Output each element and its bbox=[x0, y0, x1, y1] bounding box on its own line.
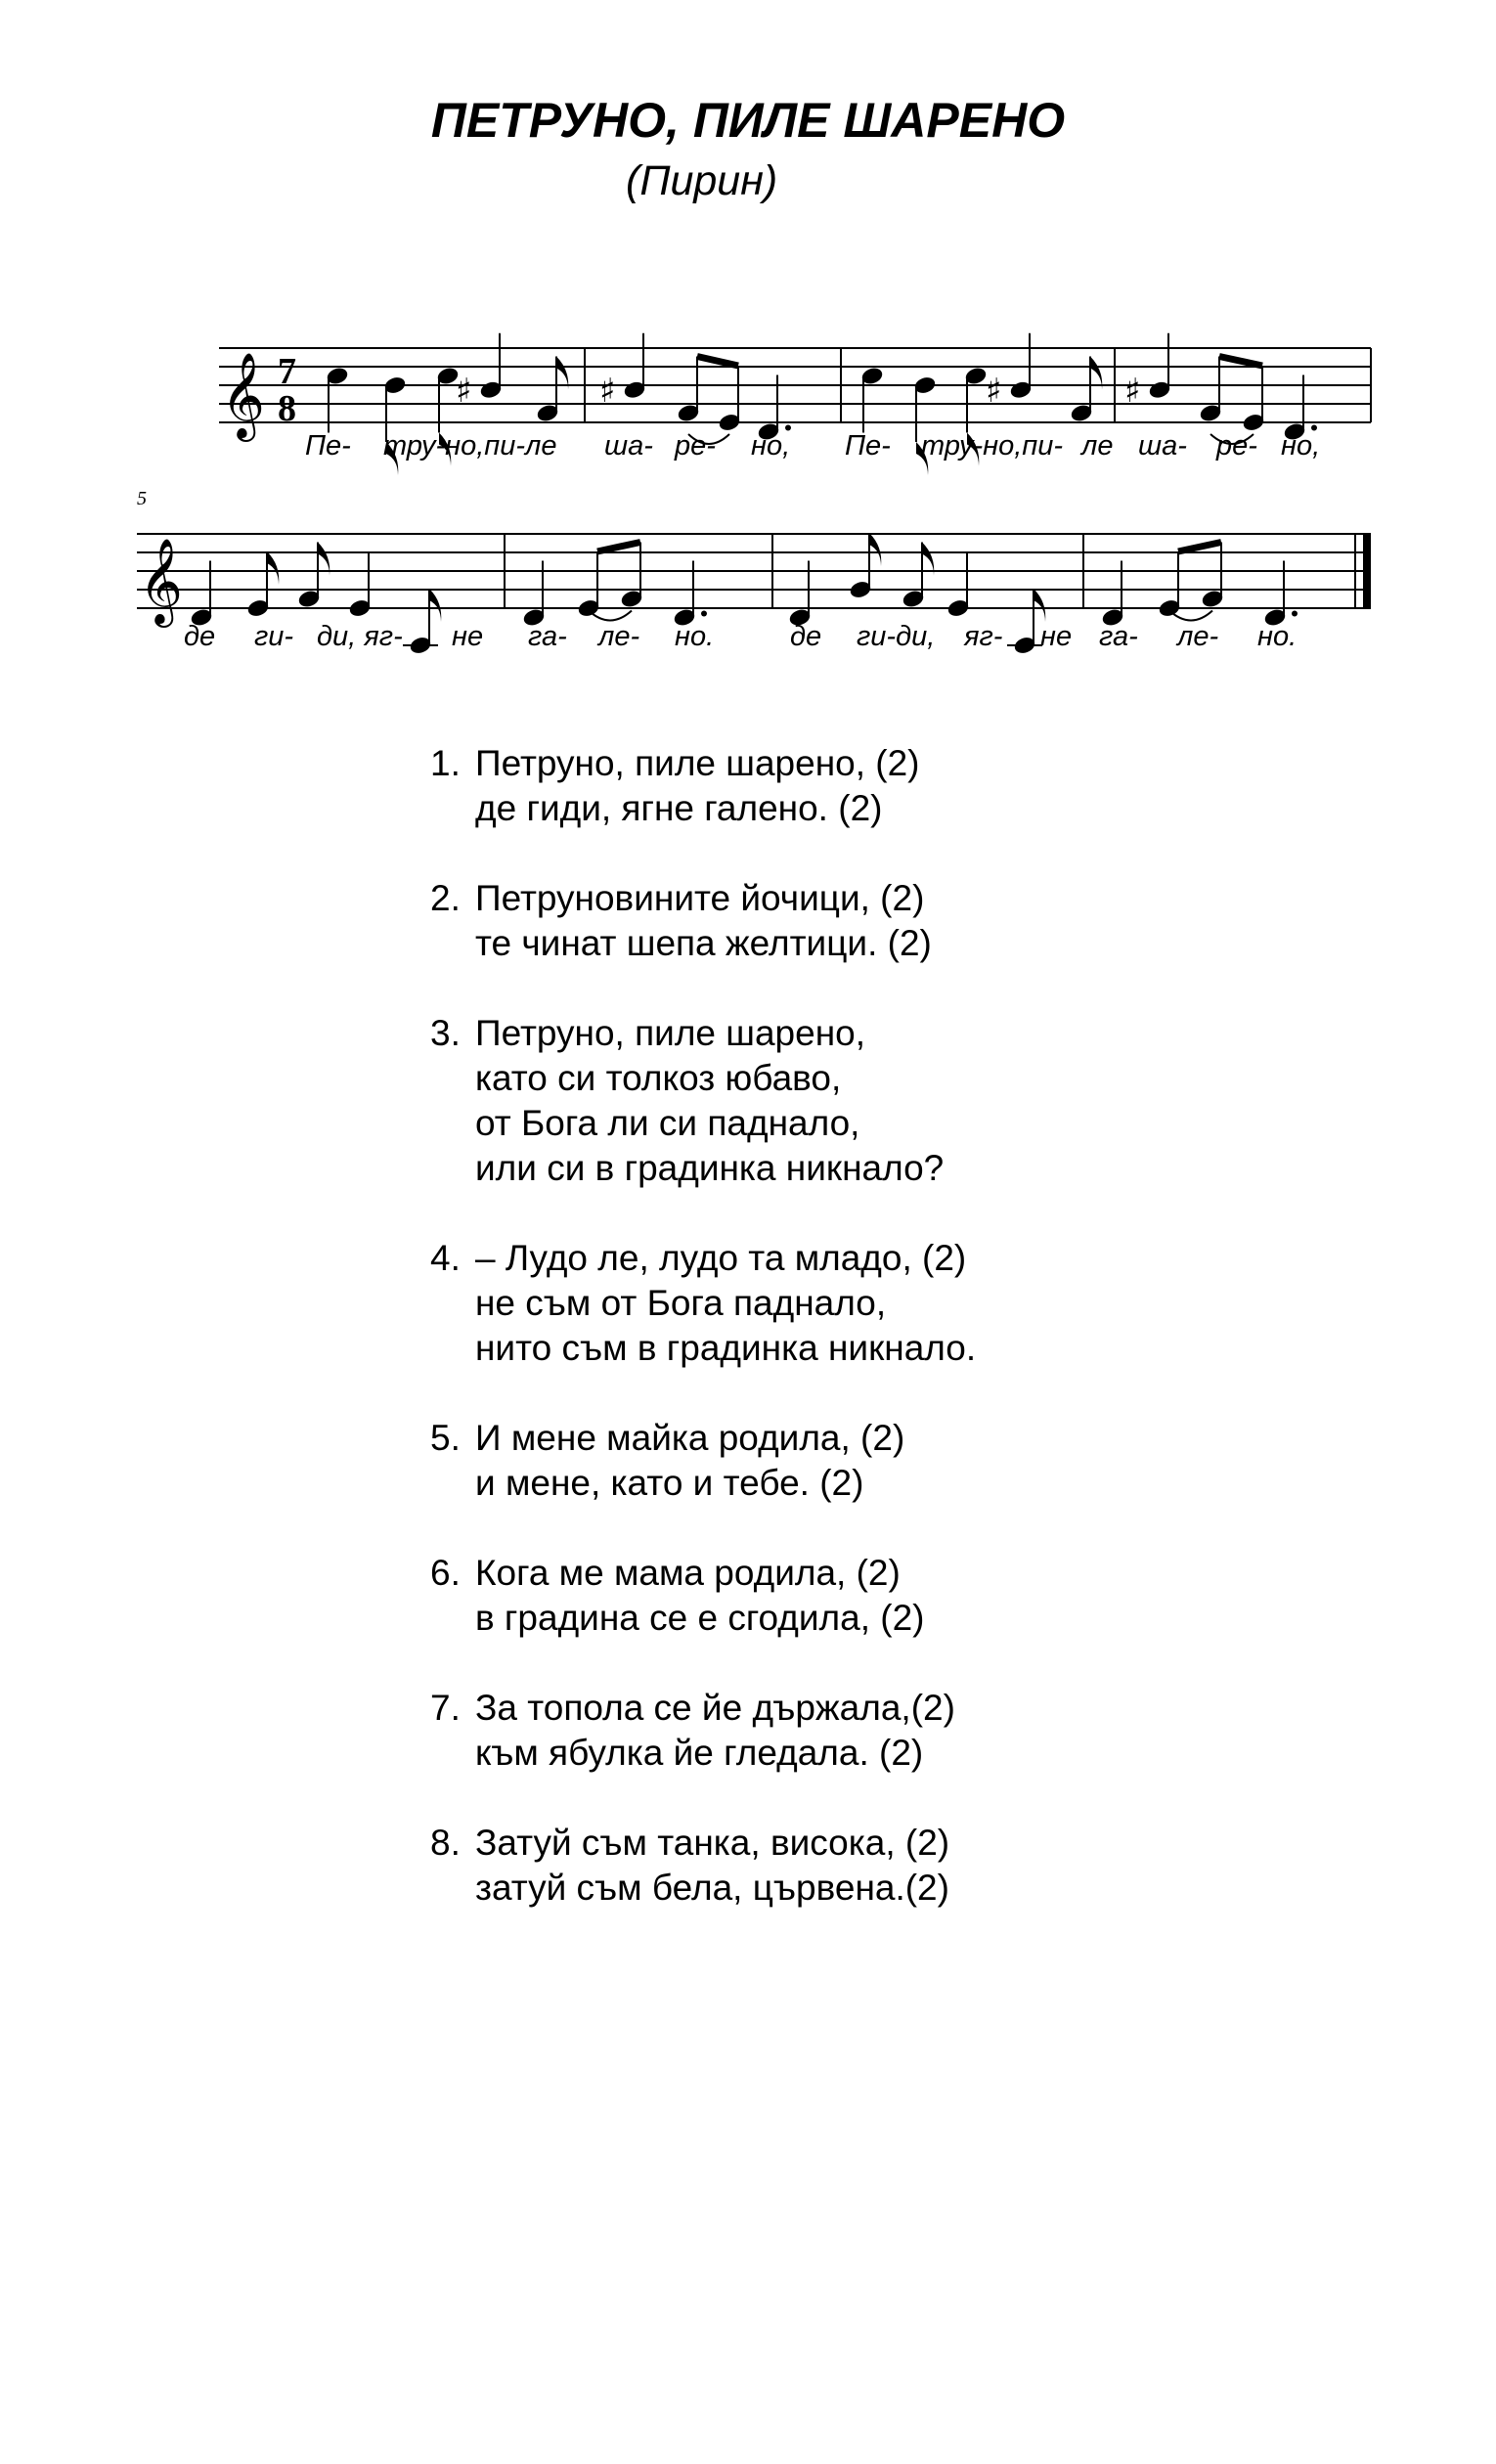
verse bbox=[430, 1236, 1310, 1371]
lyric-syllable: ша- bbox=[1138, 430, 1187, 462]
svg-text:♯: ♯ bbox=[1124, 371, 1141, 411]
verse bbox=[430, 1011, 1310, 1191]
note bbox=[1158, 551, 1182, 619]
verse-line: Петруновините йочици, (2) bbox=[475, 878, 925, 918]
staff-system-1 bbox=[0, 293, 1496, 479]
lyric-syllable: ди, яг- bbox=[317, 621, 403, 652]
verse-line: не съм от Бога паднало, bbox=[475, 1283, 887, 1323]
note bbox=[599, 333, 646, 411]
staff-lines bbox=[137, 534, 1371, 608]
verse-line: в градина се е сгодила, (2) bbox=[475, 1598, 925, 1638]
verse-number: 8. bbox=[430, 1823, 461, 1863]
treble-clef-icon: 𝄞 bbox=[139, 537, 183, 624]
time-signature-bottom: 8 bbox=[278, 388, 296, 429]
verse-line: За топола се йе държала,(2) bbox=[475, 1688, 955, 1728]
verse-line: те чинат шепа желтици. (2) bbox=[475, 923, 932, 963]
verses bbox=[430, 741, 1310, 1956]
verse-line: Петруно, пиле шарено, bbox=[475, 1013, 865, 1053]
verse-line: – Лудо ле, лудо та младо, (2) bbox=[475, 1238, 967, 1278]
lyric-syllable: ги-ди, bbox=[857, 621, 936, 652]
verse-line: Затуй съм танка, висока, (2) bbox=[475, 1823, 950, 1863]
note bbox=[348, 551, 373, 619]
lyric-syllable: но, bbox=[751, 430, 791, 462]
note bbox=[986, 333, 1033, 411]
lyric-syllable: тру-но,пи- bbox=[921, 430, 1064, 462]
lyric-syllable: га- bbox=[1099, 621, 1138, 652]
lyric-syllable: но. bbox=[1257, 621, 1298, 652]
lyric-syllable: но, bbox=[1281, 430, 1321, 462]
svg-text:♯: ♯ bbox=[456, 371, 472, 411]
verse-number: 6. bbox=[430, 1553, 461, 1593]
note bbox=[946, 551, 971, 619]
verse-line: като си толкоз юбаво, bbox=[475, 1058, 842, 1098]
lyric-syllable: ле- bbox=[598, 621, 640, 652]
verse-number: 5. bbox=[430, 1418, 461, 1458]
note bbox=[456, 333, 503, 411]
lyric-syllable: Пе- bbox=[305, 430, 351, 462]
verse-line: към ябулка йе гледала. (2) bbox=[475, 1733, 924, 1773]
lyric-syllable: ле- bbox=[1177, 621, 1219, 652]
verse-line: Петруно, пиле шарено, (2) bbox=[475, 743, 920, 783]
lyric-syllable: ша- bbox=[604, 430, 653, 462]
song-region: (Пирин) bbox=[626, 157, 778, 204]
verse-line: затуй съм бела, цървена.(2) bbox=[475, 1868, 949, 1908]
lyric-syllable: не bbox=[452, 621, 484, 652]
verse bbox=[430, 1551, 1310, 1641]
verse-line: Кога ме мама родила, (2) bbox=[475, 1553, 901, 1593]
verse bbox=[430, 1686, 1310, 1776]
lyric-syllable: де bbox=[790, 621, 822, 652]
verse-number: 1. bbox=[430, 743, 461, 783]
lyric-syllable: га- bbox=[528, 621, 567, 652]
note bbox=[403, 589, 441, 656]
verse-line: И мене майка родила, (2) bbox=[475, 1418, 905, 1458]
note bbox=[1124, 333, 1171, 411]
verse-number: 3. bbox=[430, 1013, 461, 1053]
verse-number: 4. bbox=[430, 1238, 461, 1278]
lyric-syllable: де bbox=[184, 621, 216, 652]
verse bbox=[430, 1821, 1310, 1911]
verse-line: или си в градинка никнало? bbox=[475, 1148, 945, 1188]
verse-number: 2. bbox=[430, 878, 461, 918]
note bbox=[577, 551, 601, 619]
time-signature-top: 7 bbox=[278, 351, 296, 392]
verse-number: 7. bbox=[430, 1688, 461, 1728]
lyrics-system-1 bbox=[305, 430, 1320, 462]
verse-line: и мене, като и тебе. (2) bbox=[475, 1463, 864, 1503]
lyric-syllable: но. bbox=[675, 621, 715, 652]
verse bbox=[430, 1416, 1310, 1506]
lyric-syllable: ре- bbox=[675, 430, 716, 462]
lyrics-system-2 bbox=[184, 621, 1297, 652]
verse-line: от Бога ли си паднало, bbox=[475, 1103, 860, 1143]
measure-number: 5 bbox=[137, 488, 147, 509]
lyric-syllable: ле bbox=[1081, 430, 1114, 462]
lyric-syllable: ги- bbox=[254, 621, 294, 652]
treble-clef-icon: 𝄞 bbox=[221, 351, 265, 438]
lyric-syllable: Пе- bbox=[845, 430, 891, 462]
staff-system-2 bbox=[0, 479, 1496, 665]
lyric-syllable: тру-но,пи-ле bbox=[383, 430, 557, 462]
lyric-syllable: ре- bbox=[1216, 430, 1257, 462]
song-title: ПЕТРУНО, ПИЛЕ ШАРЕНО bbox=[430, 93, 1066, 148]
lyric-syllable: яг- bbox=[964, 621, 1003, 652]
verse-line: де гиди, ягне галено. (2) bbox=[475, 788, 883, 828]
verse bbox=[430, 876, 1310, 966]
verse-line: нито съм в градинка никнало. bbox=[475, 1328, 977, 1368]
lyric-syllable: не bbox=[1040, 621, 1073, 652]
final-barline bbox=[1363, 534, 1371, 608]
svg-text:♯: ♯ bbox=[599, 371, 616, 411]
verse bbox=[430, 741, 1310, 831]
svg-text:♯: ♯ bbox=[986, 371, 1002, 411]
